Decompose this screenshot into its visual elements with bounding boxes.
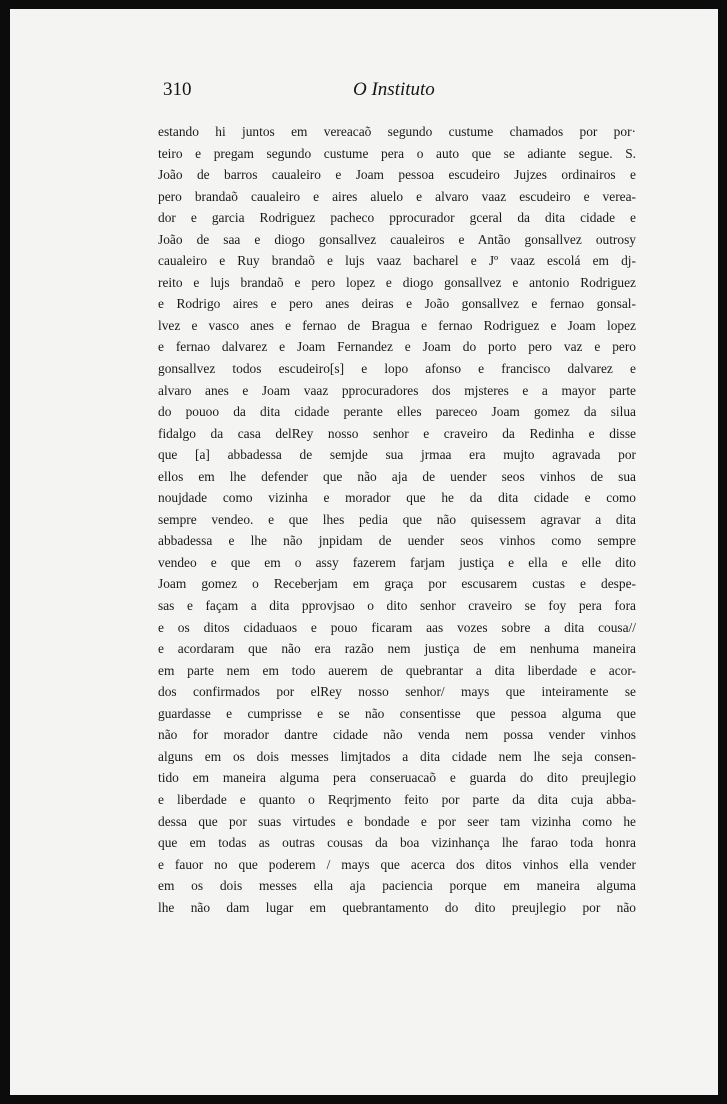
text-line: e fernao dalvarez e Joam Fernandez e Joam do porto pero vaz e pero [158,339,636,355]
text-line: alvaro anes e Joam vaaz pprocuradores dos mjsteres e a mayor parte [158,382,636,398]
text-line: alguns em os dois messes limjtados a dita cidade nem lhe seja consen- [158,748,636,764]
text-line: em parte nem em todo auerem de quebrantar a dita liberdade e acor- [158,662,636,678]
text-line: que em todas as outras cousas da boa vizinhança lhe farao toda honra [158,835,636,851]
text-line: tido em maneira alguma pera conseruacaõ e guarda do dito preujlegio [158,770,636,786]
text-line: noujdade como vizinha e morador que he da dita cidade e como [158,490,636,506]
text-line: guardasse e cumprisse e se não consentisse que pessoa alguma que [158,705,636,721]
text-line: e fauor no que poderem / mays que acerca dos ditos vinhos ella vender [158,856,636,872]
text-line: reito e lujs brandaõ e pero lopez e diogo gonsallvez e antonio Rodriguez [158,274,636,290]
text-line: dessa que por suas virtudes e bondade e por seer tam vizinha como he [158,813,636,829]
text-line: Joam gomez o Receberjam em graça por escusarem custas e despe- [158,576,636,592]
text-line: em os dois messes ella aja paciencia porque em maneira alguma [158,878,636,894]
text-line: vendeo e que em o assy fazerem farjam justiça e ella e elle dito [158,554,636,570]
text-line: pero brandaõ caualeiro e aires aluelo e alvaro vaaz escudeiro e verea- [158,188,636,204]
text-line: caualeiro e Ruy brandaõ e lujs vaaz bacharel e Jº vaaz escolá em dj- [158,253,636,269]
page-number: 310 [163,79,192,100]
text-line: dos confirmados por elRey nosso senhor/ mays que inteiramente se [158,684,636,700]
text-line: e os ditos cidaduaos e pouo ficaram aas vozes sobre a dita cousa// [158,619,636,635]
text-line: do pouoo da dita cidade perante elles pareceo Joam gomez da silua [158,404,636,420]
book-page [10,9,718,1095]
running-title: O Instituto [353,79,435,100]
text-line: fidalgo da casa delRey nosso senhor e craveiro da Redinha e disse [158,425,636,441]
text-line: lhe não dam lugar em quebrantamento do dito preujlegio por não [158,899,636,915]
body-text [158,121,636,918]
text-line: gonsallvez todos escudeiro[s] e lopo afonso e francisco dalvarez e [158,361,636,377]
text-line: dor e garcia Rodriguez pacheco pprocurador gceral da dita cidade e [158,210,636,226]
text-line: teiro e pregam segundo custume pera o auto que se adiante segue. S. [158,145,636,161]
text-line: ellos em lhe defender que não aja de uender seos vinhos de sua [158,468,636,484]
text-line: estando hi juntos em vereacaõ segundo custume chamados por por· [158,124,636,139]
page-header [163,79,643,109]
text-line: sas e façam a dita pprovjsao o dito senhor craveiro se foy pera fora [158,598,636,614]
text-line: lvez e vasco anes e fernao de Bragua e fernao Rodriguez e Joam lopez [158,317,636,333]
text-line: e Rodrigo aires e pero anes deiras e João gonsallvez e fernao gonsal- [158,296,636,312]
text-line: e liberdade e quanto o Reqrjmento feito por parte da dita cuja abba- [158,791,636,807]
text-line: sempre vendeo. e que lhes pedia que não quisessem agravar a dita [158,511,636,527]
text-line: não for morador dantre cidade não venda nem possa vender vinhos [158,727,636,743]
text-line: que [a] abbadessa de semjde sua jrmaa era mujto agravada por [158,447,636,463]
text-line: e acordaram que não era razão nem justiça de em nenhuma maneira [158,641,636,657]
text-line: abbadessa e lhe não jnpidam de uender seos vinhos como sempre [158,533,636,549]
text-line: João de saa e diogo gonsallvez caualeiros e Antão gonsallvez outrosy [158,231,636,247]
text-line: João de barros caualeiro e Joam pessoa escudeiro Jujzes ordinairos e [158,167,636,183]
